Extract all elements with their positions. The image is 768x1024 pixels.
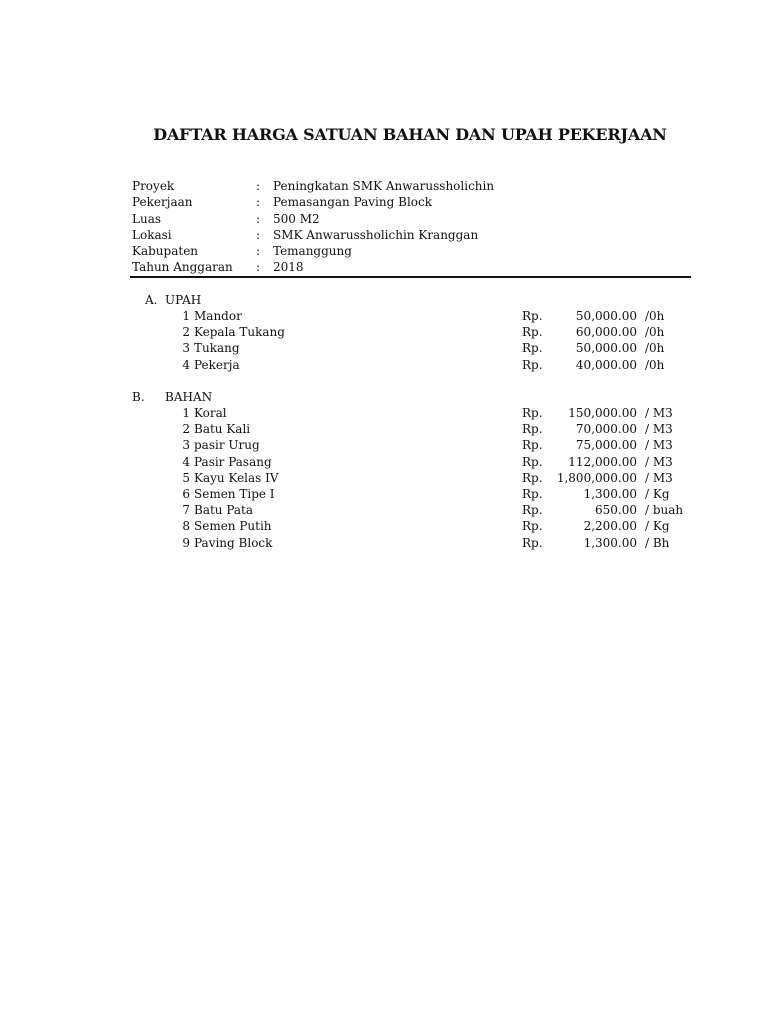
item-unit: / M3: [645, 438, 673, 453]
item-number: 2: [182, 422, 190, 437]
item-unit: / M3: [645, 470, 673, 485]
item-currency: Rp.: [522, 406, 543, 420]
item-price: 2,200.00: [583, 519, 637, 534]
item-price: 1,300.00: [583, 486, 637, 501]
info-value: Temanggung: [273, 244, 352, 259]
item-name: Tukang: [194, 341, 240, 356]
item-price: 112,000.00: [568, 454, 637, 469]
item-price: 150,000.00: [568, 406, 637, 420]
info-colon: :: [256, 211, 261, 226]
item-number: 9: [182, 535, 190, 550]
item-number: 8: [182, 519, 190, 534]
list-item: [0, 470, 768, 486]
item-name: Batu Kali: [194, 422, 251, 437]
item-number: 3: [182, 341, 190, 356]
item-unit: / Kg: [645, 519, 670, 534]
list-item: [0, 502, 768, 518]
info-row-luas: [132, 211, 692, 227]
list-item: [0, 486, 768, 502]
item-price: 70,000.00: [575, 422, 637, 437]
item-currency: Rp.: [522, 341, 543, 356]
info-colon: :: [256, 227, 261, 242]
info-label: Proyek: [132, 179, 175, 193]
list-item: [0, 421, 768, 437]
item-name: Kepala Tukang: [194, 325, 285, 340]
item-price: 1,300.00: [583, 535, 637, 550]
section-letter: B.: [132, 390, 145, 404]
item-number: 6: [182, 486, 190, 501]
item-currency: Rp.: [522, 309, 543, 323]
divider-line: [130, 276, 691, 278]
list-item: [0, 454, 768, 470]
item-unit: /0h: [645, 325, 665, 340]
info-row-kabupaten: [132, 243, 692, 259]
item-price: 40,000.00: [575, 357, 637, 372]
item-unit: / M3: [645, 406, 673, 420]
item-price: 75,000.00: [575, 438, 637, 453]
bahan-list: [0, 405, 768, 551]
item-currency: Rp.: [522, 486, 543, 501]
item-unit: / M3: [645, 422, 673, 437]
info-colon: :: [256, 244, 261, 259]
info-colon: :: [256, 260, 261, 275]
item-name: pasir Urug: [194, 438, 260, 453]
item-number: 7: [182, 503, 190, 518]
item-number: 4: [182, 454, 190, 469]
list-item: [0, 357, 768, 373]
item-currency: Rp.: [522, 519, 543, 534]
list-item: [0, 518, 768, 534]
info-label: Luas: [132, 211, 162, 226]
item-currency: Rp.: [522, 454, 543, 469]
item-price: 650.00: [595, 503, 637, 518]
item-number: 1: [182, 406, 190, 420]
section-heading-bahan: [132, 389, 212, 405]
item-currency: Rp.: [522, 535, 543, 550]
info-row-lokasi: [132, 227, 692, 243]
item-unit: / M3: [645, 454, 673, 469]
item-currency: Rp.: [522, 422, 543, 437]
info-value: 2018: [273, 260, 304, 275]
item-name: Kayu Kelas IV: [194, 470, 279, 485]
item-name: Semen Tipe I: [194, 486, 275, 501]
list-item: [0, 405, 768, 421]
item-unit: / Bh: [645, 535, 670, 550]
item-unit: /0h: [645, 357, 665, 372]
list-item: [0, 535, 768, 551]
item-currency: Rp.: [522, 325, 543, 340]
info-label: Kabupaten: [132, 244, 199, 259]
item-currency: Rp.: [522, 503, 543, 518]
item-price: 1,800,000.00: [556, 470, 637, 485]
item-currency: Rp.: [522, 470, 543, 485]
item-name: Paving Block: [194, 535, 273, 550]
item-unit: / Kg: [645, 486, 670, 501]
info-value: Peningkatan SMK Anwarussholichin: [273, 179, 495, 193]
info-colon: :: [256, 195, 261, 210]
item-number: 3: [182, 438, 190, 453]
info-row-proyek: [132, 178, 692, 194]
info-label: Pekerjaan: [132, 195, 193, 210]
upah-list: [0, 308, 768, 373]
info-label: Lokasi: [132, 227, 172, 242]
item-price: 50,000.00: [575, 309, 637, 323]
item-name: Mandor: [194, 309, 242, 323]
list-item: [0, 437, 768, 453]
info-label: Tahun Anggaran: [132, 260, 233, 275]
item-currency: Rp.: [522, 438, 543, 453]
list-item: [0, 340, 768, 356]
list-item: [0, 324, 768, 340]
item-unit: /0h: [645, 341, 665, 356]
item-name: Semen Putih: [194, 519, 272, 534]
item-number: 2: [182, 325, 190, 340]
item-price: 60,000.00: [575, 325, 637, 340]
info-row-tahun-anggaran: [132, 259, 692, 275]
section-heading-upah: [145, 292, 201, 308]
item-price: 50,000.00: [575, 341, 637, 356]
list-item: [0, 308, 768, 324]
item-unit: / buah: [645, 503, 684, 518]
info-value: SMK Anwarussholichin Kranggan: [273, 227, 479, 242]
item-number: 5: [182, 470, 190, 485]
item-name: Batu Pata: [194, 503, 254, 518]
item-number: 4: [182, 357, 190, 372]
item-name: Pasir Pasang: [194, 454, 272, 469]
section-title: BAHAN: [165, 390, 213, 404]
project-info: [132, 178, 692, 276]
info-row-pekerjaan: [132, 194, 692, 210]
info-colon: :: [256, 179, 261, 193]
item-unit: /0h: [645, 309, 665, 323]
info-value: 500 M2: [273, 211, 320, 226]
item-name: Koral: [194, 406, 227, 420]
section-title: UPAH: [165, 293, 202, 307]
page-title: DAFTAR HARGA SATUAN BAHAN DAN UPAH PEKERJAAN: [153, 125, 667, 144]
item-name: Pekerja: [194, 357, 240, 372]
item-currency: Rp.: [522, 357, 543, 372]
section-letter: A.: [145, 293, 158, 307]
info-value: Pemasangan Paving Block: [273, 195, 432, 210]
item-number: 1: [182, 309, 190, 323]
